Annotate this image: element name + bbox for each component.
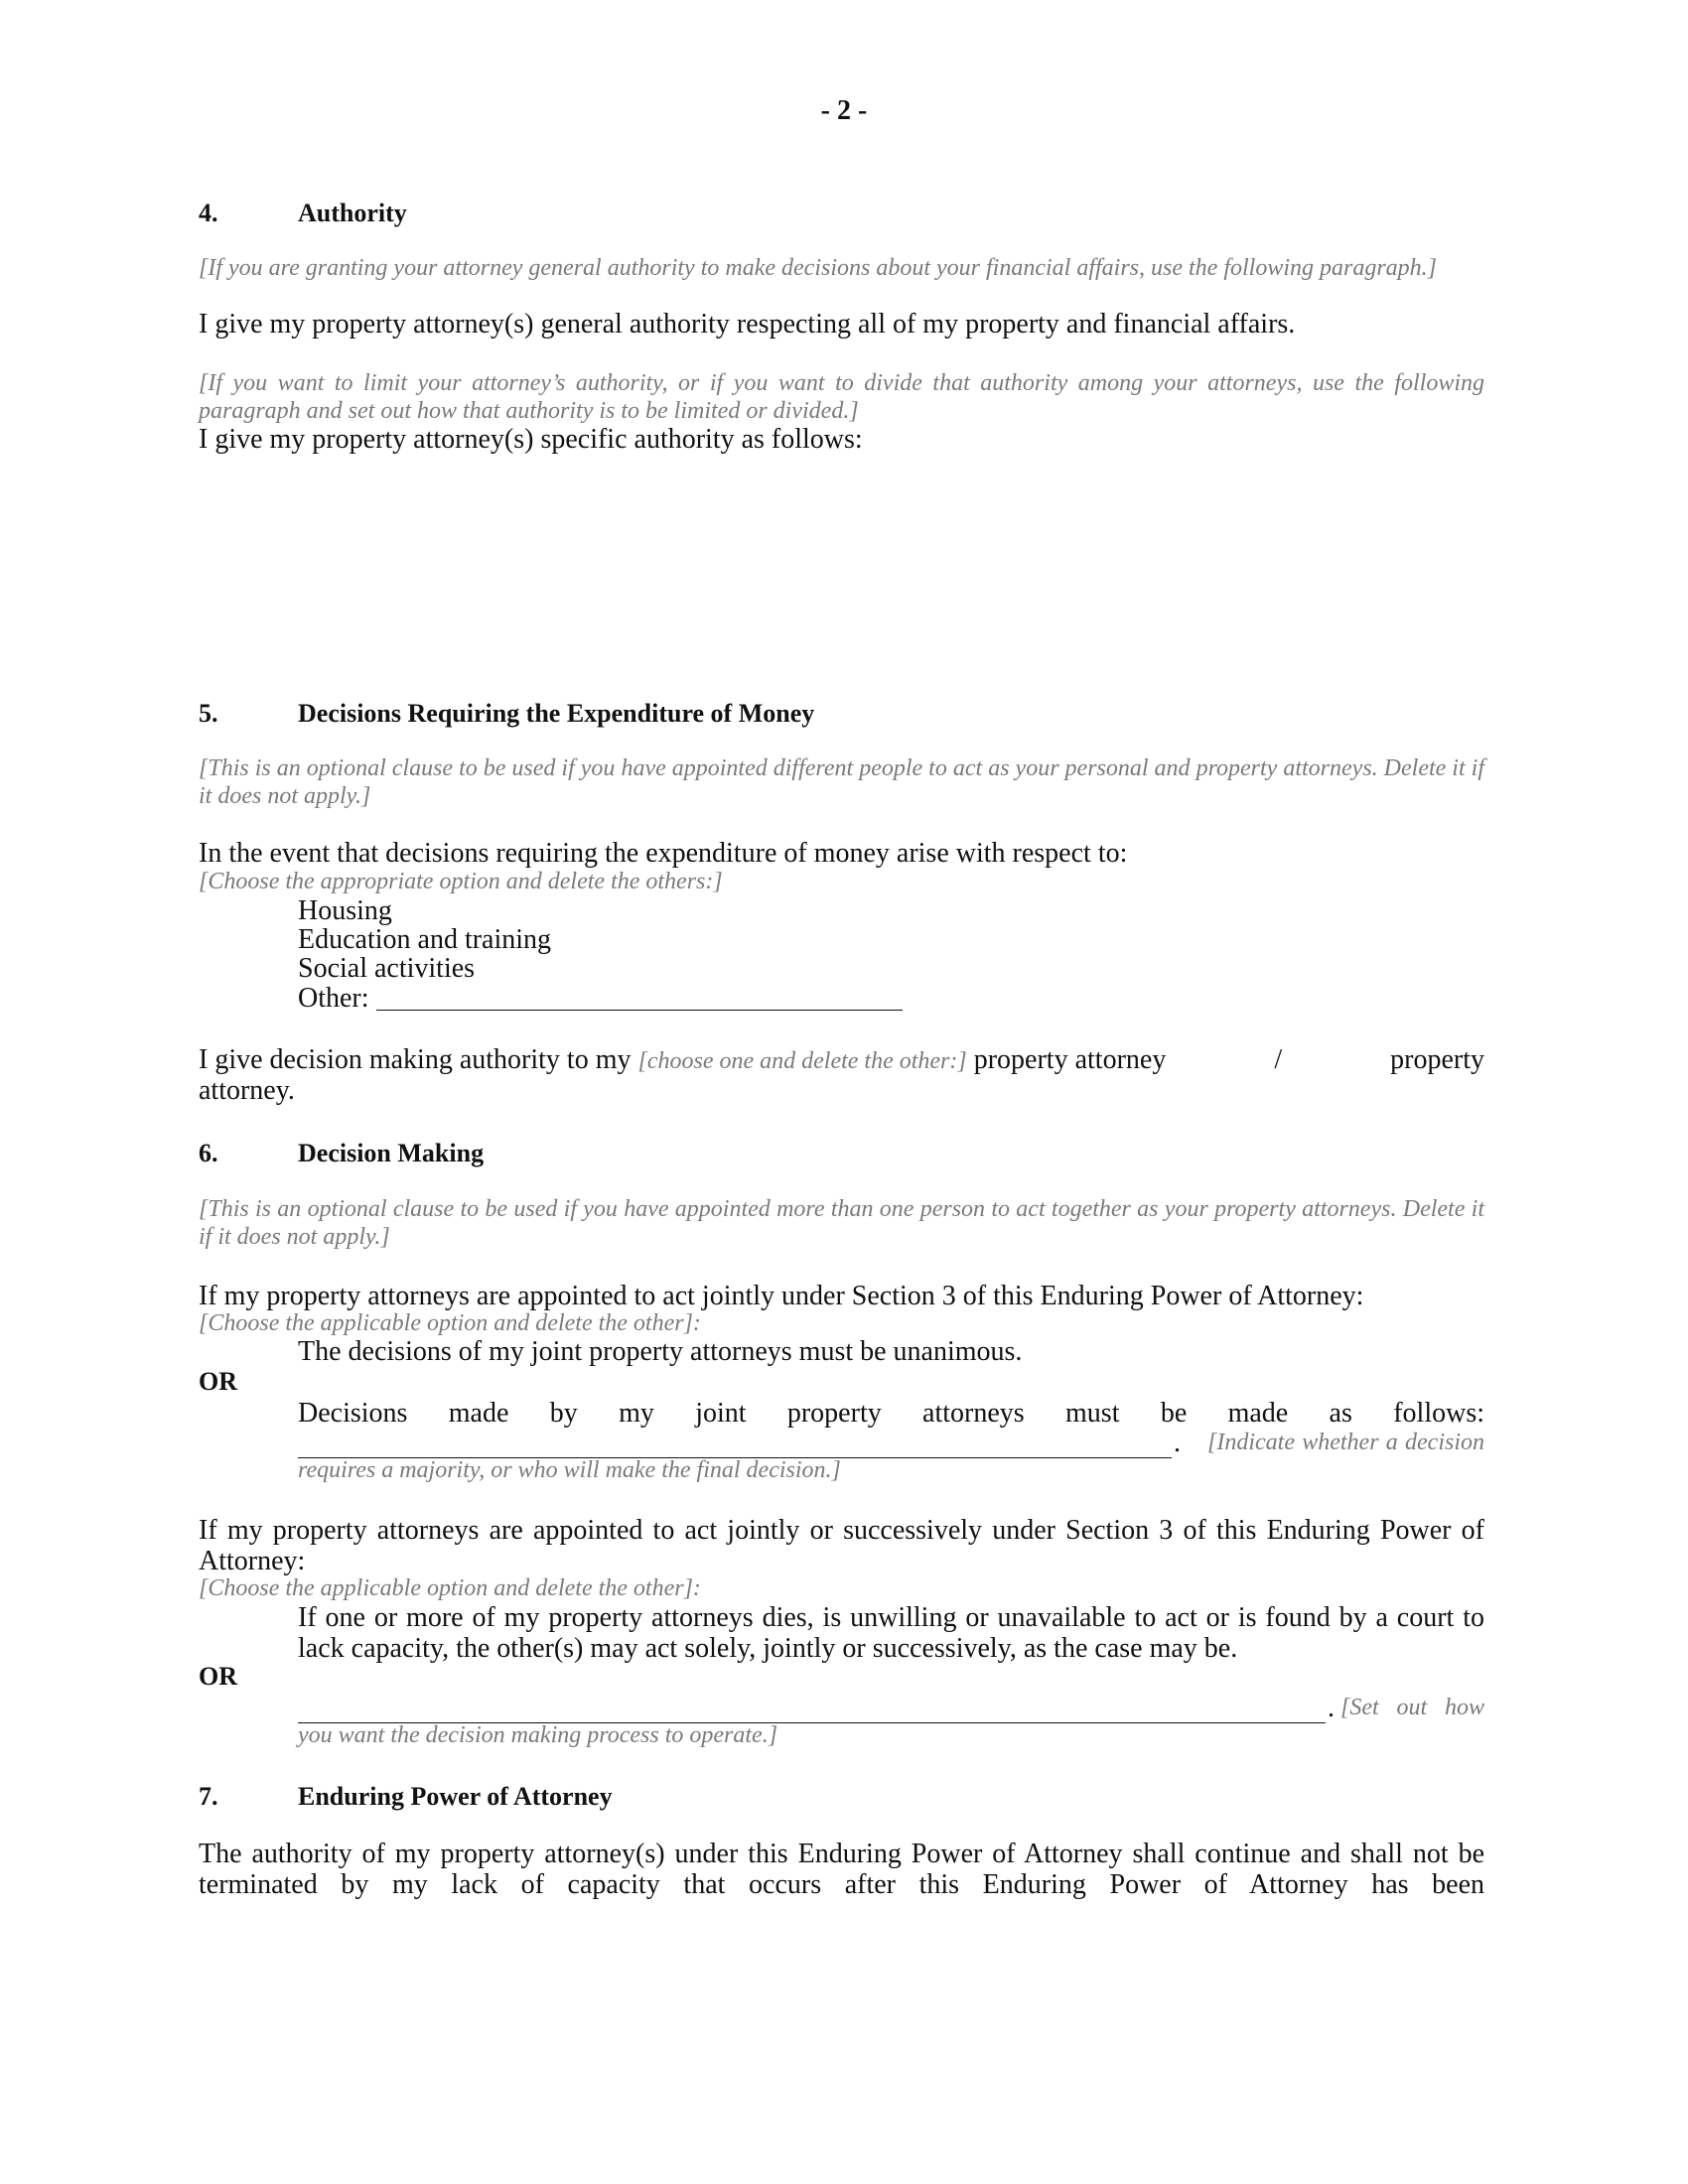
page-number: - 2 -	[820, 95, 868, 126]
option-housing: Housing	[298, 895, 392, 926]
section-7-number: 7.	[199, 1782, 218, 1811]
give-authority-option-2: property	[1390, 1044, 1484, 1075]
section-7-heading: Enduring Power of Attorney	[298, 1782, 613, 1811]
section-7-text: The authority of my property attorney(s) under this Enduring Power of Attorney shall continue and shall not be terminated by my lack of capacity that occurs after this Enduring Power of Attorney has been	[199, 1839, 1484, 1900]
section-6-note: [This is an optional clause to be used if you have appointed more than one person to act together as your property attorneys. Delete it if it does not apply.]	[199, 1196, 1484, 1250]
as-follows-note: [Indicate whether a decision requires a majority, or who will make the final decision.]	[298, 1430, 1484, 1483]
jointly-intro: If my property attorneys are appointed to act jointly under Section 3 of this Enduring Power of Attorney:	[199, 1281, 1364, 1311]
option-education: Education and training	[298, 924, 552, 955]
section-5-note: [This is an optional clause to be used if you have appointed different people to act as your personal and property attorneys. Delete it if it does not apply.]	[199, 755, 1484, 809]
section-5-give-authority-line	[199, 1044, 1484, 1075]
option-act-solely: If one or more of my property attorneys dies, is unwilling or unavailable to act or is found by a court to lack capacity, the other(s) may act solely, jointly or successively, as the case may be.	[298, 1602, 1484, 1664]
choose-applicable-1: [Choose the applicable option and delete the other]:	[199, 1310, 701, 1336]
section-5-number: 5.	[199, 699, 218, 728]
section-4-specific-authority: I give my property attorney(s) specific authority as follows:	[199, 424, 863, 455]
decision-process-blank-row: .	[298, 1693, 1484, 1723]
or-separator-1: OR	[199, 1367, 237, 1396]
section-4-heading: Authority	[298, 199, 407, 227]
successive-intro: If my property attorneys are appointed to act jointly or successively under Section 3 of this Enduring Power of Attorney:	[199, 1515, 1484, 1576]
decision-process-note: [Set out how you want the decision making process to operate.]	[298, 1695, 1484, 1748]
give-authority-text	[199, 1044, 1166, 1077]
section-4-general-authority: I give my property attorney(s) general authority respecting all of my property and financial affairs.	[199, 309, 1296, 340]
or-separator-2: OR	[199, 1662, 237, 1691]
give-authority-option-1: property attorney	[973, 1044, 1167, 1075]
give-authority-lead: I give decision making authority to my	[199, 1044, 632, 1075]
section-6-number: 6.	[199, 1139, 218, 1167]
as-follows-blank-row: .	[298, 1428, 1484, 1458]
section-5-heading: Decisions Requiring the Expenditure of Money	[298, 699, 815, 728]
option-other	[298, 982, 1484, 1014]
choose-applicable-2: [Choose the applicable option and delete the other]:	[199, 1575, 701, 1601]
section-6-heading: Decision Making	[298, 1139, 485, 1167]
section-4-note-limited: [If you want to limit your attorney’s authority, or if you want to divide that authority among your attorneys, use the following paragraph and set out how that authority is to be limited or divided.]	[199, 370, 1484, 424]
option-other-label: Other:	[298, 983, 369, 1014]
option-as-follows: Decisions made by my joint property attorneys must be made as follows:	[298, 1398, 1484, 1429]
section-4-number: 4.	[199, 199, 218, 227]
give-authority-end: attorney.	[199, 1075, 295, 1106]
section-5-intro: In the event that decisions requiring the expenditure of money arise with respect to:	[199, 838, 1128, 869]
give-authority-separator: /	[1274, 1044, 1283, 1075]
option-unanimous: The decisions of my joint property attorneys must be unanimous.	[298, 1336, 1023, 1367]
section-5-choose-note: [Choose the appropriate option and delete the others:]	[199, 869, 723, 894]
option-social: Social activities	[298, 953, 476, 984]
section-4-note-general: [If you are granting your attorney general authority to make decisions about your financial affairs, use the following paragraph.]	[199, 255, 1438, 281]
other-blank-line	[376, 982, 903, 1011]
give-authority-note: [choose one and delete the other:]	[637, 1048, 967, 1074]
